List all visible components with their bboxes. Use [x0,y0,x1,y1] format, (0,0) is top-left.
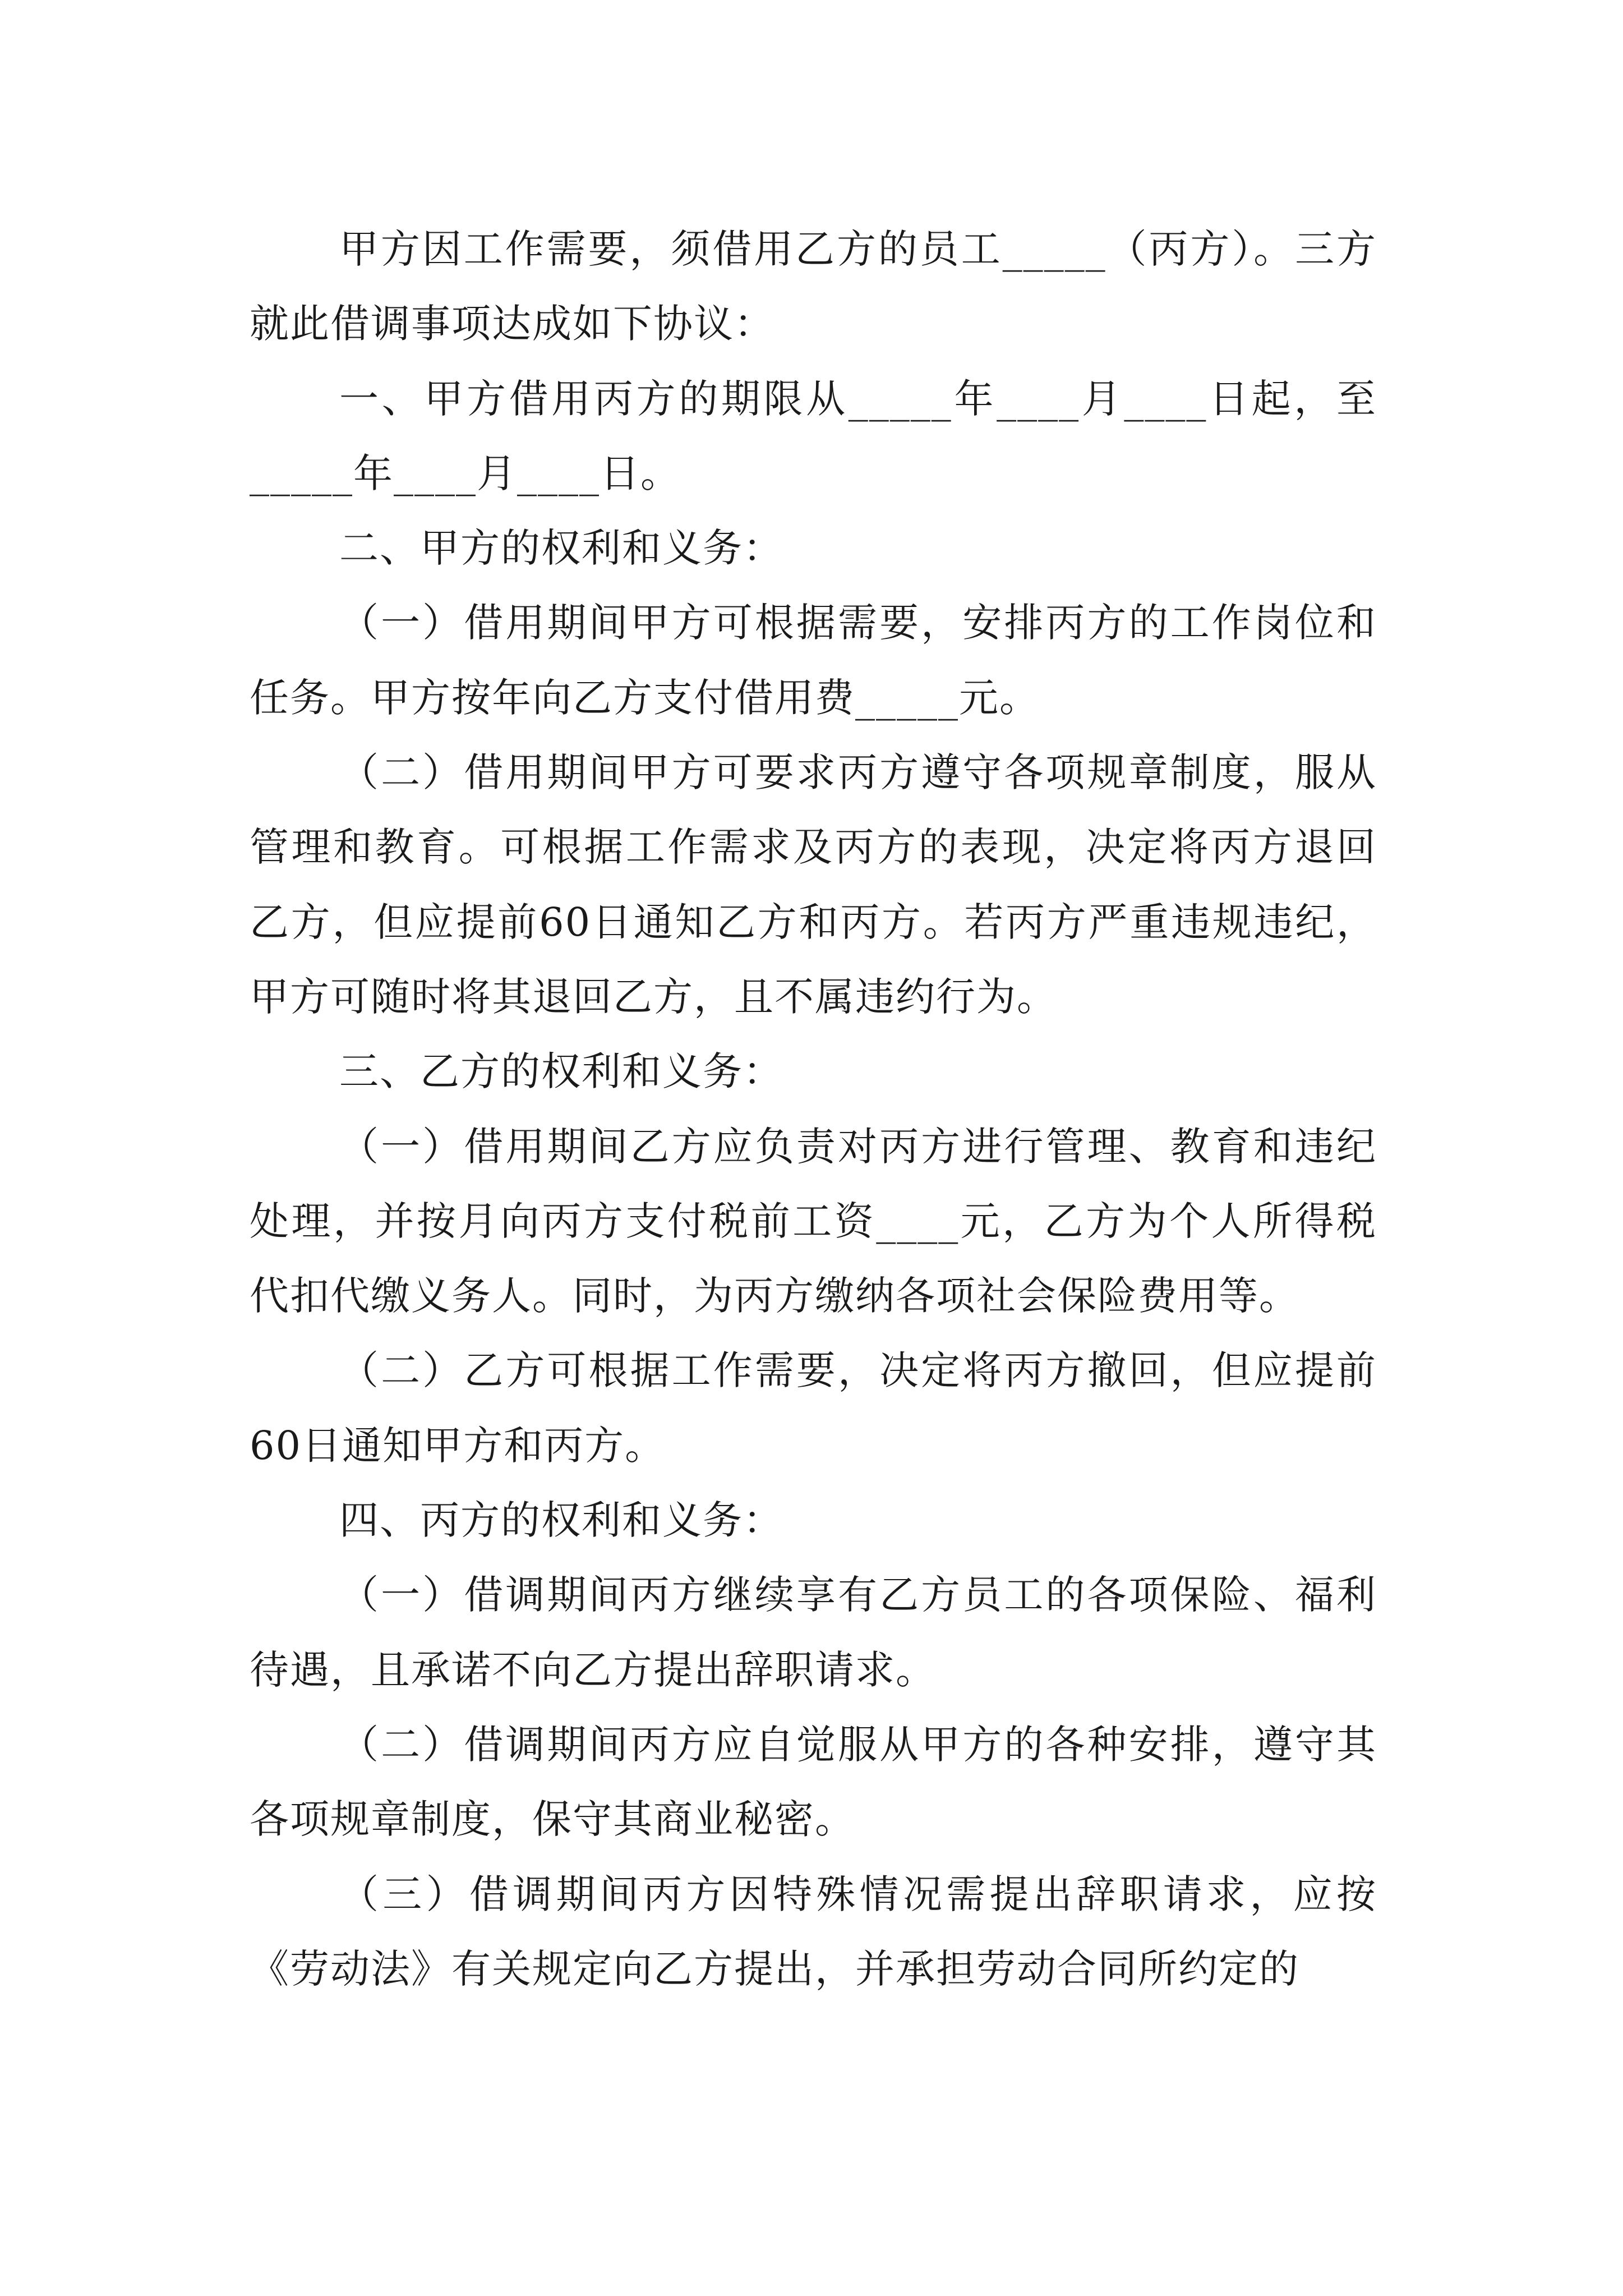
document-body [250,212,1377,2007]
paragraph-party-a-item-1: （一）借用期间甲方可根据需要，安排丙方的工作岗位和任务。甲方按年向乙方支付借用费_____元。 [250,600,1377,721]
heading-party-c-rights: 四、丙方的权利和义务： [339,1497,783,1544]
paragraph-party-c-item-2: （二）借调期间丙方应自觉服从甲方的各种安排，遵守其各项规章制度，保守其商业秘密。 [250,1721,1377,1843]
heading-party-b-rights: 三、乙方的权利和义务： [339,1048,783,1095]
paragraph-party-b-item-2: （二）乙方可根据工作需要，决定将丙方撤回，但应提前60日通知甲方和丙方。 [250,1347,1377,1469]
paragraph-party-b-item-1: （一）借用期间乙方应负责对丙方进行管理、教育和违纪处理，并按月向丙方支付税前工资____元，乙方为个人所得税代扣代缴义务人。同时，为丙方缴纳各项社会保险费用等。 [250,1123,1377,1319]
paragraph-intro: 甲方因工作需要，须借用乙方的员工_____（丙方）。三方就此借调事项达成如下协议： [250,226,1377,347]
paragraph-party-c-item-1: （一）借调期间丙方继续享有乙方员工的各项保险、福利待遇，且承诺不向乙方提出辞职请求。 [250,1572,1377,1693]
heading-party-a-rights: 二、甲方的权利和义务： [339,525,783,572]
paragraph-party-c-item-3: （三）借调期间丙方因特殊情况需提出辞职请求，应按《劳动法》有关规定向乙方提出，并承担劳动合同所约定的 [250,1871,1377,1992]
paragraph-party-a-item-2: （二）借用期间甲方可要求丙方遵守各项规章制度，服从管理和教育。可根据工作需求及丙方的表现，决定将丙方退回乙方，但应提前60日通知乙方和丙方。若丙方严重违规违纪，甲方可随时将其退回乙方，且不属违约行为。 [250,749,1377,1020]
paragraph-clause-1-term: 一、甲方借用丙方的期限从_____年____月____日起，至_____年____月____日。 [250,375,1377,496]
